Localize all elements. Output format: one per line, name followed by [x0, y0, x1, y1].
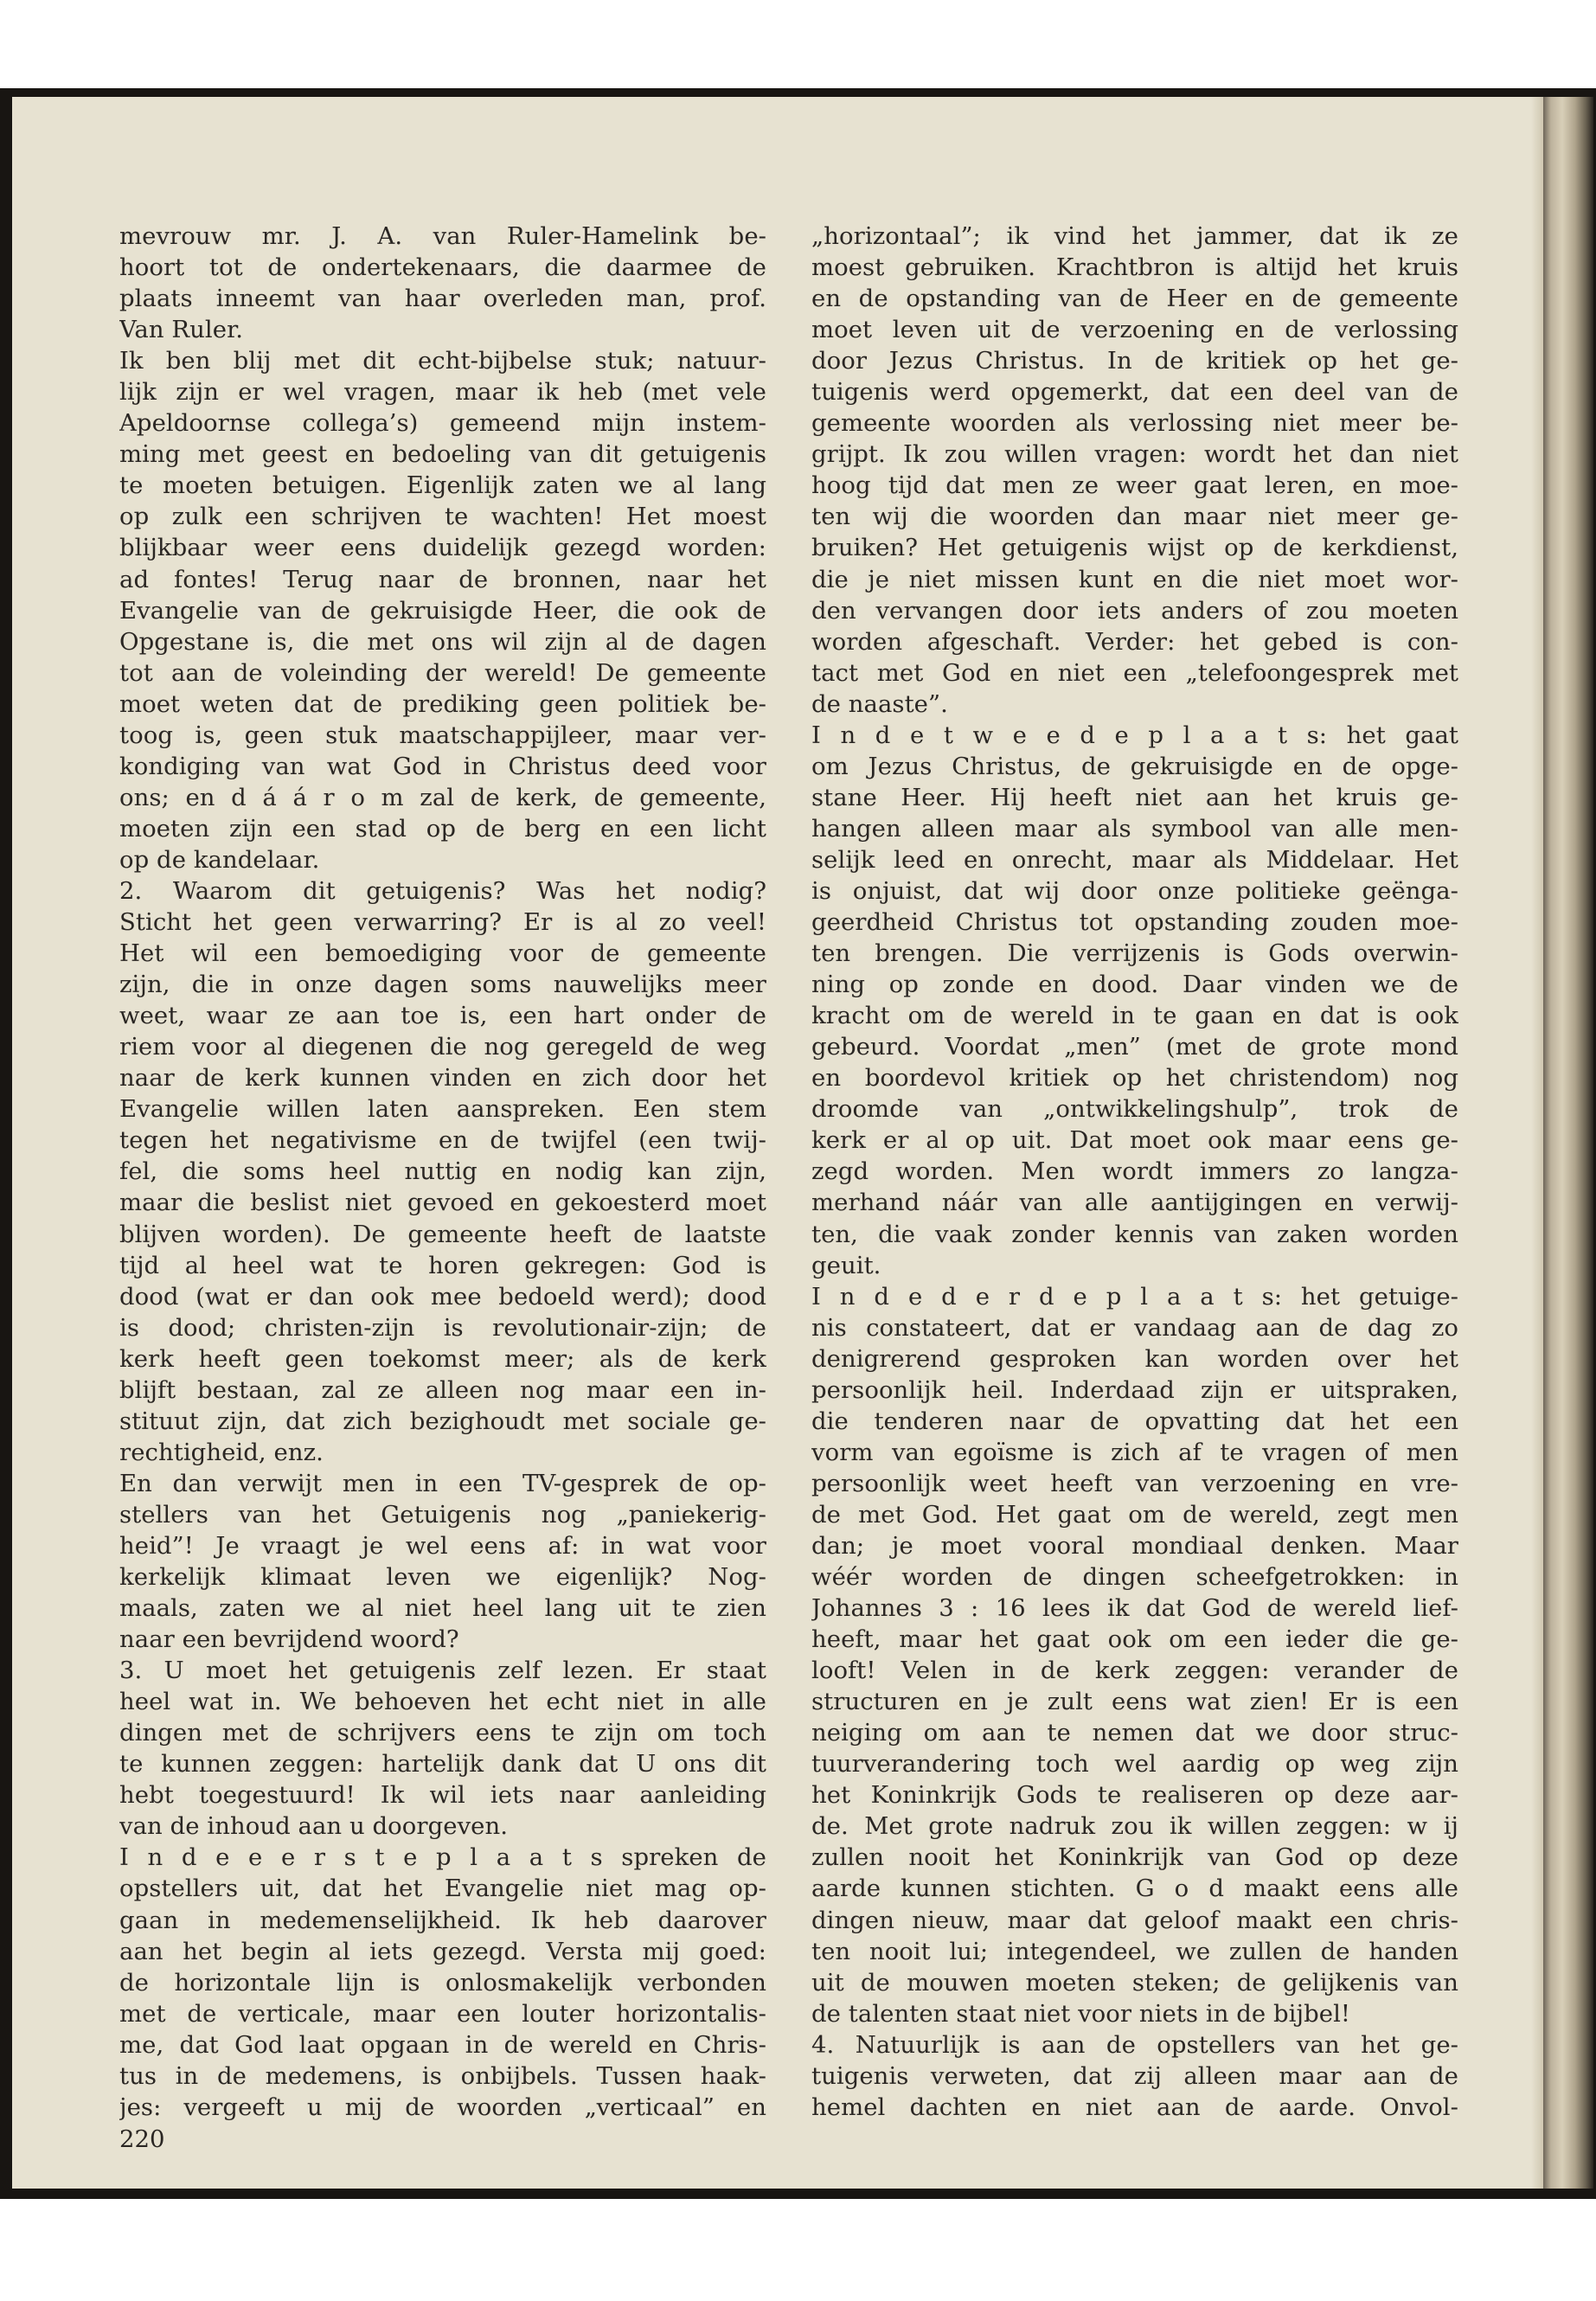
- text-line: jes: vergeeft u mij de woorden „verticaal” en: [119, 2093, 766, 2121]
- text-line: de. Met grote nadruk zou ik willen zeggen: w ij: [811, 1812, 1458, 1841]
- text-line: op zulk een schrijven te wachten! Het moest: [119, 503, 766, 531]
- text-line: maals, zaten we al niet heel lang uit te zien: [119, 1594, 766, 1623]
- text-line: de horizontale lijn is onlosmakelijk verbonden: [119, 1968, 766, 1997]
- text-line: kerk heeft geen toekomst meer; als de kerk: [119, 1344, 766, 1373]
- text-line: mevrouw mr. J. A. van Ruler-Hamelink be-: [119, 222, 766, 250]
- text-line: ning op zonde en dood. Daar vinden we de: [811, 971, 1458, 999]
- text-line: I n d e d e r d e p l a a t s: het getuige-: [811, 1282, 1458, 1311]
- book-spine: [1542, 97, 1593, 2189]
- right-column: [811, 221, 1458, 2123]
- text-line: tegen het negativisme en de twijfel (een twij-: [119, 1126, 766, 1155]
- text-line: naar een bevrijdend woord?: [119, 1625, 459, 1654]
- text-line: dood (wat er dan ook mee bedoeld werd); dood: [119, 1282, 766, 1311]
- text-line: geuit.: [811, 1251, 881, 1279]
- text-line: Evangelie van de gekruisigde Heer, die ook de: [119, 596, 766, 625]
- text-line: is dood; christen-zijn is revolutionair-zijn; de: [119, 1313, 766, 1342]
- text-line: moet weten dat de prediking geen politiek be-: [119, 689, 766, 718]
- text-line: tact met God en niet een „telefoongesprek met: [811, 658, 1458, 687]
- text-line: fel, die soms heel nuttig en nodig kan zijn,: [119, 1157, 766, 1186]
- text-line: 3. U moet het getuigenis zelf lezen. Er staat: [119, 1657, 766, 1685]
- text-line: met de verticale, maar een louter horizontalis-: [119, 1999, 766, 2028]
- text-line: zullen nooit het Koninkrijk van God op deze: [811, 1843, 1458, 1872]
- text-line: tot aan de voleinding der wereld! De gemeente: [119, 658, 766, 687]
- text-line: zijn, die in onze dagen soms nauwelijks meer: [119, 971, 766, 999]
- text-line: die tenderen naar de opvatting dat het een: [811, 1407, 1458, 1435]
- text-line: Apeldoornse collega’s) gemeend mijn instem-: [119, 409, 766, 438]
- text-line: ad fontes! Terug naar de bronnen, naar het: [119, 565, 766, 593]
- text-line: I n d e e e r s t e p l a a t s spreken de: [119, 1843, 766, 1872]
- text-line: blijft bestaan, zal ze alleen nog maar een in-: [119, 1375, 766, 1404]
- text-line: ten nooit lui; integendeel, we zullen de handen: [811, 1937, 1458, 1965]
- text-line: looft! Velen in de kerk zeggen: verander de: [811, 1657, 1458, 1685]
- text-line: heeft, maar het gaat ook om een ieder die ge-: [811, 1625, 1458, 1654]
- page-curl-shadow: [1531, 97, 1543, 2189]
- text-line: moest gebruiken. Krachtbron is altijd het kruis: [811, 253, 1458, 282]
- text-line: kracht om de wereld in te gaan en dat is ook: [811, 1002, 1458, 1030]
- text-line: plaats inneemt van haar overleden man, prof.: [119, 285, 766, 313]
- text-line: ons; en d á á r o m zal de kerk, de gemeente,: [119, 783, 766, 811]
- text-line: grijpt. Ik zou willen vragen: wordt het dan niet: [811, 440, 1458, 469]
- text-line: maar die beslist niet gevoed en gekoesterd moet: [119, 1189, 766, 1217]
- text-line: kondiging van wat God in Christus deed voor: [119, 752, 766, 780]
- text-line: tuigenis verweten, dat zij alleen maar aan de: [811, 2061, 1458, 2090]
- text-line: Evangelie willen laten aanspreken. Een stem: [119, 1095, 766, 1124]
- text-line: worden afgeschaft. Verder: het gebed is con-: [811, 627, 1458, 656]
- text-line: den vervangen door iets anders of zou moeten: [811, 596, 1458, 625]
- text-line: rechtigheid, enz.: [119, 1438, 324, 1466]
- text-line: Ik ben blij met dit echt-bijbelse stuk; natuur-: [119, 347, 766, 375]
- text-line: op de kandelaar.: [119, 845, 320, 874]
- text-line: dingen nieuw, maar dat geloof maakt een chris-: [811, 1906, 1458, 1934]
- text-line: weet, waar ze aan toe is, een hart onder de: [119, 1002, 766, 1030]
- left-column: [119, 221, 766, 2123]
- text-line: me, dat God laat opgaan in de wereld en Chris-: [119, 2030, 766, 2059]
- text-line: vorm van egoïsme is zich af te vragen of men: [811, 1438, 1458, 1466]
- text-line: En dan verwijt men in een TV-gesprek de op-: [119, 1469, 766, 1497]
- text-line: door Jezus Christus. In de kritiek op het ge-: [811, 347, 1458, 375]
- text-line: aan het begin al iets gezegd. Versta mij goed:: [119, 1937, 766, 1965]
- text-line: tijd al heel wat te horen gekregen: God is: [119, 1251, 766, 1279]
- text-line: ten brengen. Die verrijzenis is Gods overwin-: [811, 939, 1458, 968]
- text-line: is onjuist, dat wij door onze politieke geënga-: [811, 876, 1458, 905]
- text-line: Sticht het geen verwarring? Er is al zo veel!: [119, 908, 766, 937]
- text-line: droomde van „ontwikkelingshulp”, trok de: [811, 1095, 1458, 1124]
- text-line: ming met geest en bedoeling van dit getuigenis: [119, 440, 766, 469]
- text-line: neiging om aan te nemen dat we door struc-: [811, 1719, 1458, 1747]
- text-line: tus in de medemens, is onbijbels. Tussen haak-: [119, 2061, 766, 2090]
- text-line: stituut zijn, dat zich bezighoudt met sociale ge-: [119, 1407, 766, 1435]
- text-line: uit de mouwen moeten steken; de gelijkenis van: [811, 1968, 1458, 1997]
- text-line: van de inhoud aan u doorgeven.: [119, 1812, 509, 1841]
- text-line: het Koninkrijk Gods te realiseren op deze aar-: [811, 1781, 1458, 1810]
- text-line: aarde kunnen stichten. G o d maakt eens alle: [811, 1875, 1458, 1903]
- text-line: denigrerend gesproken kan worden over het: [811, 1344, 1458, 1373]
- text-line: om Jezus Christus, de gekruisigde en de opge-: [811, 752, 1458, 780]
- text-line: dan; je moet vooral mondiaal denken. Maar: [811, 1531, 1458, 1560]
- text-line: 4. Natuurlijk is aan de opstellers van het ge-: [811, 2030, 1458, 2059]
- text-line: structuren en je zult eens wat zien! Er is een: [811, 1688, 1458, 1716]
- text-line: toog is, geen stuk maatschappijleer, maar ver-: [119, 721, 766, 749]
- text-line: de talenten staat niet voor niets in de bijbel!: [811, 1999, 1351, 2028]
- text-line: selijk leed en onrecht, maar als Middelaar. Het: [811, 845, 1458, 874]
- text-line: ten, die vaak zonder kennis van zaken worden: [811, 1220, 1458, 1248]
- text-line: en boordevol kritiek op het christendom) nog: [811, 1064, 1458, 1093]
- text-line: Het wil een bemoediging voor de gemeente: [119, 939, 766, 968]
- text-line: heel wat in. We behoeven het echt niet in alle: [119, 1688, 766, 1716]
- page-number: 220: [119, 2125, 165, 2153]
- text-line: kerkelijk klimaat leven we eigenlijk? Nog-: [119, 1563, 766, 1592]
- text-line: nis constateert, dat er vandaag aan de dag zo: [811, 1313, 1458, 1342]
- text-line: opstellers uit, dat het Evangelie niet mag op-: [119, 1875, 766, 1903]
- text-line: hebt toegestuurd! Ik wil iets naar aanleiding: [119, 1781, 766, 1810]
- text-line: ten wij die woorden dan maar niet meer ge-: [811, 503, 1458, 531]
- text-line: dingen met de schrijvers eens te zijn om toch: [119, 1719, 766, 1747]
- text-line: tuurverandering toch wel aardig op weg zijn: [811, 1750, 1458, 1779]
- text-line: persoonlijk weet heeft van verzoening en vre-: [811, 1469, 1458, 1497]
- text-line: moeten zijn een stad op de berg en een licht: [119, 814, 766, 843]
- text-line: hoog tijd dat men ze weer gaat leren, en moe-: [811, 471, 1458, 500]
- text-line: gaan in medemenselijkheid. Ik heb daarover: [119, 1906, 766, 1934]
- text-line: de met God. Het gaat om de wereld, zegt men: [811, 1500, 1458, 1529]
- text-line: blijkbaar weer eens duidelijk gezegd worden:: [119, 534, 766, 562]
- text-line: hangen alleen maar als symbool van alle men-: [811, 814, 1458, 843]
- text-line: naar de kerk kunnen vinden en zich door het: [119, 1064, 766, 1093]
- text-line: moet leven uit de verzoening en de verlossing: [811, 316, 1458, 344]
- text-line: die je niet missen kunt en die niet moet wor-: [811, 565, 1458, 593]
- text-line: riem voor al diegenen die nog geregeld de weg: [119, 1033, 766, 1061]
- text-line: 2. Waarom dit getuigenis? Was het nodig?: [119, 876, 766, 905]
- text-line: wéér worden de dingen scheefgetrokken: in: [811, 1563, 1458, 1592]
- text-line: I n d e t w e e d e p l a a t s: het gaat: [811, 721, 1458, 749]
- text-line: bruiken? Het getuigenis wijst op de kerkdienst,: [811, 534, 1458, 562]
- text-line: zegd worden. Men wordt immers zo langza-: [811, 1157, 1458, 1186]
- text-line: kerk er al op uit. Dat moet ook maar eens ge-: [811, 1126, 1458, 1155]
- text-line: gemeente woorden als verlossing niet meer be-: [811, 409, 1458, 438]
- text-line: tuigenis werd opgemerkt, dat een deel van de: [811, 378, 1458, 407]
- text-line: merhand náár van alle aantijgingen en verwij-: [811, 1189, 1458, 1217]
- text-line: te kunnen zeggen: hartelijk dank dat U ons dit: [119, 1750, 766, 1779]
- text-line: lijk zijn er wel vragen, maar ik heb (met vele: [119, 378, 766, 407]
- text-line: blijven worden). De gemeente heeft de laatste: [119, 1220, 766, 1248]
- text-line: Johannes 3 : 16 lees ik dat God de wereld lief-: [811, 1594, 1458, 1623]
- text-line: persoonlijk heil. Inderdaad zijn er uitspraken,: [811, 1375, 1458, 1404]
- text-line: hemel dachten en niet aan de aarde. Onvol-: [811, 2093, 1458, 2121]
- text-line: de naaste”.: [811, 689, 948, 718]
- text-line: stellers van het Getuigenis nog „paniekerig-: [119, 1500, 766, 1529]
- text-line: hoort tot de ondertekenaars, die daarmee de: [119, 253, 766, 282]
- text-line: te moeten betuigen. Eigenlijk zaten we al lang: [119, 471, 766, 500]
- text-line: „horizontaal”; ik vind het jammer, dat ik ze: [811, 222, 1458, 250]
- text-line: Van Ruler.: [119, 316, 244, 344]
- text-line: Opgestane is, die met ons wil zijn al de dagen: [119, 627, 766, 656]
- text-line: geerdheid Christus tot opstanding zouden moe-: [811, 908, 1458, 937]
- text-line: en de opstanding van de Heer en de gemeente: [811, 285, 1458, 313]
- text-line: stane Heer. Hij heeft niet aan het kruis ge-: [811, 783, 1458, 811]
- text-line: gebeurd. Voordat „men” (met de grote mond: [811, 1033, 1458, 1061]
- text-line: heid”! Je vraagt je wel eens af: in wat voor: [119, 1531, 766, 1560]
